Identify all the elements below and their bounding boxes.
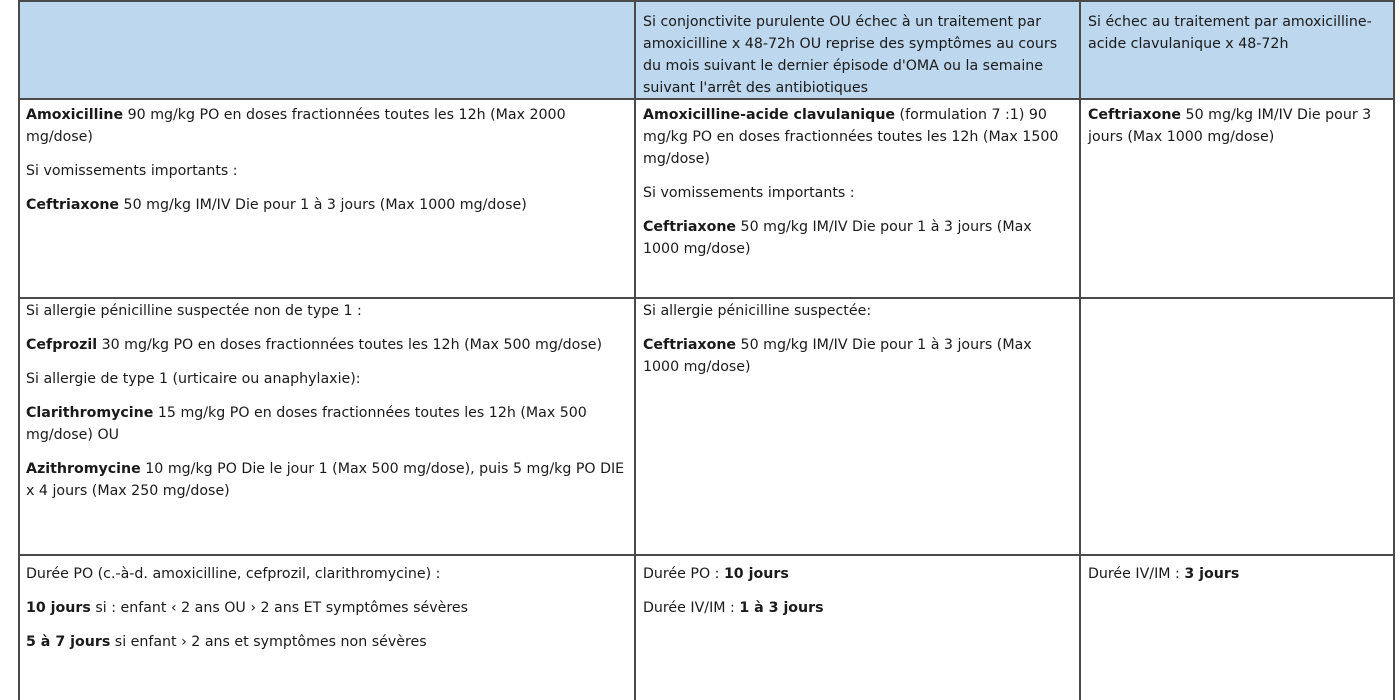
ceftriaxone-line bbox=[643, 216, 1072, 260]
iv-duration-line bbox=[1088, 563, 1387, 585]
ceftriaxone-line bbox=[643, 334, 1072, 378]
dose-text: 10 mg/kg PO Die le jour 1 (Max 500 mg/dose), puis 5 mg/kg PO DIE x 4 jours (Max 250 mg/dose) bbox=[26, 461, 625, 499]
dose-text: 90 mg/kg PO en doses fractionnées toutes les 12h (Max 2000 mg/dose) bbox=[26, 107, 566, 145]
dose-text: 50 mg/kg IM/IV Die pour 1 à 3 jours (Max 1000 mg/dose) bbox=[643, 337, 1032, 375]
row2-col2 bbox=[635, 300, 1080, 378]
ceftriaxone-line bbox=[1088, 104, 1387, 148]
duration-condition: si enfant › 2 ans et symptômes non sévères bbox=[110, 634, 427, 650]
iv-duration-line bbox=[643, 597, 1072, 619]
five-days-line bbox=[26, 631, 627, 653]
vomiting-label: Si vomissements importants : bbox=[26, 163, 238, 179]
header-col2 bbox=[635, 11, 1080, 99]
drug-name: Ceftriaxone bbox=[26, 197, 120, 213]
dose-text: 30 mg/kg PO en doses fractionnées toutes les 12h (Max 500 mg/dose) bbox=[97, 337, 602, 353]
duration-value: 3 jours bbox=[1184, 566, 1240, 582]
ten-days-line bbox=[26, 597, 627, 619]
duration-label: Durée IV/IM : bbox=[1088, 566, 1185, 582]
row1-col3 bbox=[1080, 104, 1395, 148]
treatment-table bbox=[18, 0, 1395, 700]
ceftriaxone-line bbox=[26, 194, 627, 216]
drug-name: Ceftriaxone bbox=[643, 219, 737, 235]
row3-col3 bbox=[1080, 563, 1395, 585]
po-duration-line bbox=[643, 563, 1072, 585]
cefprozil-line bbox=[26, 334, 627, 356]
duration-label: Durée PO : bbox=[643, 566, 724, 582]
duration-value: 1 à 3 jours bbox=[739, 600, 824, 616]
duration-label: Durée PO (c.-à-d. amoxicilline, cefprozil, clarithromycine) : bbox=[26, 566, 441, 582]
dose-text: 50 mg/kg IM/IV Die pour 1 à 3 jours (Max 1000 mg/dose) bbox=[119, 197, 527, 213]
dose-text: (formulation 7 :1) 90 mg/kg PO en doses fractionnées toutes les 12h (Max 1500 mg/dose) bbox=[643, 107, 1059, 167]
allergy-label: Si allergie pénicilline suspectée non de type 1 : bbox=[26, 303, 362, 319]
vomiting-label: Si vomissements importants : bbox=[643, 185, 855, 201]
row3-col2 bbox=[635, 563, 1080, 619]
dose-text: 15 mg/kg PO en doses fractionnées toutes les 12h (Max 500 mg/dose) OU bbox=[26, 405, 587, 443]
drug-name: Ceftriaxone bbox=[643, 337, 737, 353]
header-cell-1 bbox=[18, 0, 635, 100]
amoxclav-line bbox=[643, 104, 1072, 170]
header-col3 bbox=[1080, 11, 1395, 55]
duration-value: 10 jours bbox=[723, 566, 789, 582]
grid-line bbox=[18, 0, 1395, 2]
grid-line bbox=[18, 297, 1395, 299]
drug-name: Amoxicilline bbox=[26, 107, 124, 123]
header-col2-text: Si conjonctivite purulente OU échec à un traitement par amoxicilline x 48-72h OU reprise des symptômes au cours du mois suivant le dernier épisode d'OMA ou la semaine suivant l'arrêt des antibiotiques bbox=[643, 14, 1058, 96]
grid-line bbox=[18, 554, 1395, 556]
header-col3-text: Si échec au traitement par amoxicilline-acide clavulanique x 48-72h bbox=[1088, 14, 1372, 52]
dose-text: 50 mg/kg IM/IV Die pour 3 jours (Max 1000 mg/dose) bbox=[1088, 107, 1372, 145]
drug-name: Ceftriaxone bbox=[1088, 107, 1182, 123]
allergy-type1-label: Si allergie de type 1 (urticaire ou anaphylaxie): bbox=[26, 371, 361, 387]
row1-col1 bbox=[18, 104, 635, 216]
duration-condition: si : enfant ‹ 2 ans OU › 2 ans ET symptômes sévères bbox=[90, 600, 468, 616]
azithromycine-line bbox=[26, 458, 627, 502]
amoxicilline-line bbox=[26, 104, 627, 148]
allergy-label: Si allergie pénicilline suspectée: bbox=[643, 303, 872, 319]
dose-text: 50 mg/kg IM/IV Die pour 1 à 3 jours (Max 1000 mg/dose) bbox=[643, 219, 1032, 257]
drug-name: Cefprozil bbox=[26, 337, 98, 353]
row1-col2 bbox=[635, 104, 1080, 260]
row2-col1 bbox=[18, 300, 635, 502]
row3-col1 bbox=[18, 563, 635, 653]
drug-name: Amoxicilline-acide clavulanique bbox=[643, 107, 896, 123]
duration-label: Durée IV/IM : bbox=[643, 600, 740, 616]
duration-value: 5 à 7 jours bbox=[26, 634, 111, 650]
duration-value: 10 jours bbox=[26, 600, 91, 616]
clarithromycine-line bbox=[26, 402, 627, 446]
drug-name: Azithromycine bbox=[26, 461, 141, 477]
drug-name: Clarithromycine bbox=[26, 405, 154, 421]
